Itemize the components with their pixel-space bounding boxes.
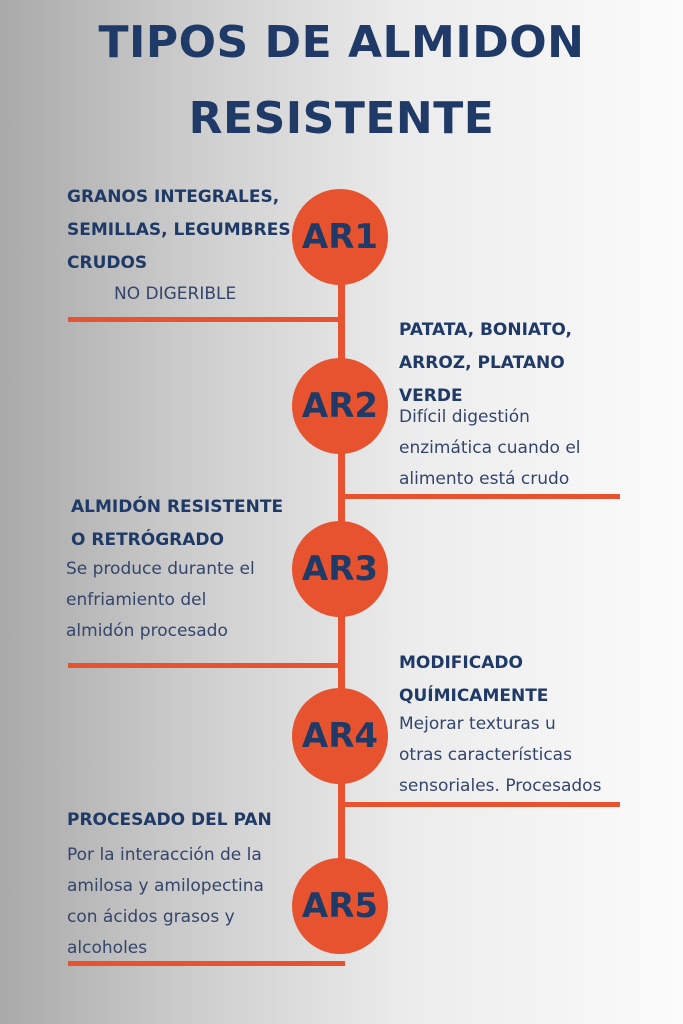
ar3-heading	[71, 491, 283, 557]
ar4-description-line: otras características	[399, 745, 572, 765]
ar1-heading-line: GRANOS INTEGRALES,	[67, 187, 280, 207]
ar5-description-line: con ácidos grasos y	[67, 907, 235, 927]
ar4-description-line: Mejorar texturas u	[399, 714, 556, 734]
ar3-heading-line: ALMIDÓN RESISTENTE	[71, 497, 284, 517]
node-ar5	[292, 858, 388, 954]
ar5-description-line: amilosa y amilopectina	[67, 876, 264, 896]
title-line-2: RESISTENTE	[188, 93, 495, 144]
node-ar1-label: AR1	[301, 217, 379, 257]
ar2-description-line: enzimática cuando el	[399, 438, 581, 458]
ar3-description-line: enfriamiento del	[66, 590, 207, 610]
ar4-heading	[399, 647, 548, 713]
ar3-description-line: almidón procesado	[66, 621, 228, 641]
ar2-heading	[399, 314, 572, 413]
ar3-description	[66, 554, 255, 647]
title-line-1: TIPOS DE ALMIDON	[98, 17, 585, 68]
ar2-heading-line: ARROZ, PLATANO	[399, 353, 565, 373]
node-ar1	[292, 189, 388, 285]
ar3-heading-line: O RETRÓGRADO	[71, 530, 224, 550]
ar2-heading-line: VERDE	[399, 386, 463, 406]
ar1-heading-line: CRUDOS	[67, 253, 148, 273]
node-ar3	[292, 521, 388, 617]
ar1-description	[114, 279, 236, 310]
ar4-description-line: sensoriales. Procesados	[399, 776, 602, 796]
connector-ar3	[68, 663, 345, 668]
ar4-heading-line: QUÍMICAMENTE	[399, 686, 549, 706]
ar1-description-line: NO DIGERIBLE	[114, 284, 237, 304]
connector-ar4	[338, 802, 620, 807]
ar5-heading	[67, 804, 272, 837]
ar3-description-line: Se produce durante el	[66, 559, 255, 579]
ar5-description-line: Por la interacción de la	[67, 845, 262, 865]
node-ar4	[292, 688, 388, 784]
ar2-description-line: alimento está crudo	[399, 469, 570, 489]
connector-ar1	[68, 317, 345, 322]
ar4-description	[399, 709, 601, 802]
node-ar2	[292, 358, 388, 454]
ar5-description-line: alcoholes	[67, 938, 148, 958]
ar1-heading	[67, 181, 291, 280]
ar5-description	[67, 840, 264, 964]
node-ar2-label: AR2	[301, 386, 379, 426]
ar2-description-line: Difícil digestión	[399, 407, 530, 427]
ar2-description	[399, 402, 581, 495]
ar5-heading-line: PROCESADO DEL PAN	[67, 810, 272, 830]
ar1-heading-line: SEMILLAS, LEGUMBRES	[67, 220, 291, 240]
node-ar4-label: AR4	[301, 716, 379, 756]
ar2-heading-line: PATATA, BONIATO,	[399, 320, 572, 340]
ar4-heading-line: MODIFICADO	[399, 653, 523, 673]
node-ar5-label: AR5	[301, 886, 379, 926]
node-ar3-label: AR3	[301, 549, 379, 589]
